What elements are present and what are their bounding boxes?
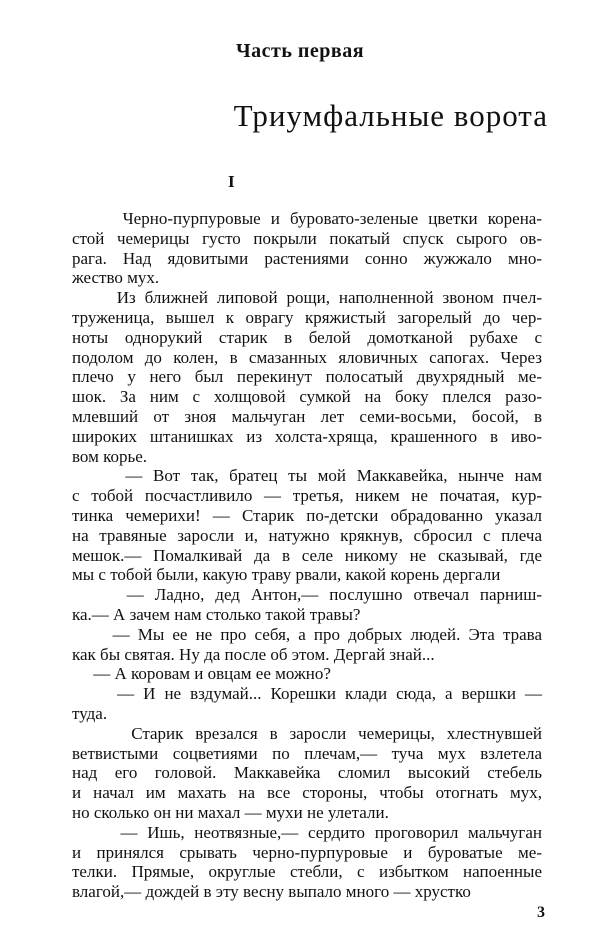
text-line: и принялся срывать черно-пурпуровые и буроватые ме- xyxy=(72,842,542,862)
paragraph xyxy=(72,625,542,665)
text-line: телки. Прямые, округлые стебли, с избытком напоенные xyxy=(72,862,542,882)
text-line: ка.— А зачем нам столько такой травы? xyxy=(72,604,361,624)
text-line: плечо у него был перекинут полосатый двухрядный ме- xyxy=(72,367,542,387)
text-line: ветвистыми соцветиями по плечам,— туча мух взлетела xyxy=(72,743,542,763)
text-line: как бы святая. Ну да после об этом. Дергай знай... xyxy=(72,644,435,664)
text-line: млевший от зноя мальчуган лет семи-восьми, босой, в xyxy=(72,406,542,426)
paragraph xyxy=(72,209,542,288)
section-number: I xyxy=(228,172,235,191)
paragraph xyxy=(72,288,542,466)
text-line: широких штанишках из холста-хряща, крашенного в иво- xyxy=(72,426,542,446)
text-line: над его головой. Маккавейка сломил высокий стебель xyxy=(72,763,542,783)
text-line: мы с тобой были, какую траву рвали, какой корень дергали xyxy=(72,565,501,585)
text-line: туда. xyxy=(72,703,108,723)
part-title: Часть первая xyxy=(235,40,365,62)
text-line: Из ближней липовой рощи, наполненной звоном пчел- xyxy=(72,288,542,308)
text-line: — Мы ее не про себя, а про добрых людей. Эта трава xyxy=(72,624,542,644)
paragraph xyxy=(72,823,542,902)
text-line: — А коровам и овцам ее можно? xyxy=(72,664,331,684)
text-line: — Ишь, неотвязные,— сердито проговорил мальчуган xyxy=(72,822,542,842)
text-line: — И не вздумай... Корешки клади сюда, а вершки — xyxy=(72,684,542,704)
text-line: — Вот так, братец ты мой Маккавейка, нынче нам xyxy=(72,466,542,486)
text-line: Черно-пурпуровые и буровато-зеленые цветки корена- xyxy=(72,209,542,228)
text-line: рага. Над ядовитыми растениями сонно жужжало мно- xyxy=(72,248,542,268)
text-line: на травяные заросли и, натужно крякнув, сбросил с плеча xyxy=(72,525,542,545)
text-line: подолом до колен, в смазанных яловичных сапогах. Через xyxy=(72,347,542,367)
text-line: шок. За ним с холщовой сумкой на боку плелся разо- xyxy=(72,387,542,407)
text-line: влагой,— дождей в эту весну выпало много — хрустко xyxy=(72,882,471,902)
text-line: мешок.— Помалкивай да в селе никому не сказывай, где xyxy=(72,545,542,565)
paragraph xyxy=(72,684,542,724)
paragraph xyxy=(72,724,542,823)
chapter-title: Триумфальные ворота xyxy=(233,98,548,133)
page-number: 3 xyxy=(537,904,545,921)
body-text xyxy=(72,209,542,902)
paragraph xyxy=(72,585,542,625)
text-line: но сколько он ни махал — мухи не улетали. xyxy=(72,802,389,822)
text-line: с тобой посчастливило — третья, никем не початая, кур- xyxy=(72,486,542,506)
text-line: жество мух. xyxy=(72,268,160,288)
text-line: труженица, вышел к оврагу кряжистый загорелый до чер- xyxy=(72,307,542,327)
text-line: тинка чемерихи! — Старик по-детски обрадованно указал xyxy=(72,505,542,525)
text-line: и начал им махать на все стороны, чтобы отогнать мух, xyxy=(72,783,542,803)
paragraph xyxy=(72,466,542,585)
text-line: стой чемерицы густо покрыли покатый спуск сырого ов- xyxy=(72,228,542,248)
paragraph xyxy=(72,664,542,684)
text-line: — Ладно, дед Антон,— послушно отвечал парниш- xyxy=(72,585,542,605)
text-line: Старик врезался в заросли чемерицы, хлестнувшей xyxy=(72,723,542,743)
text-line: вом корье. xyxy=(72,446,148,466)
text-line: ноты однорукий старик в белой домотканой рубахе с xyxy=(72,327,542,347)
